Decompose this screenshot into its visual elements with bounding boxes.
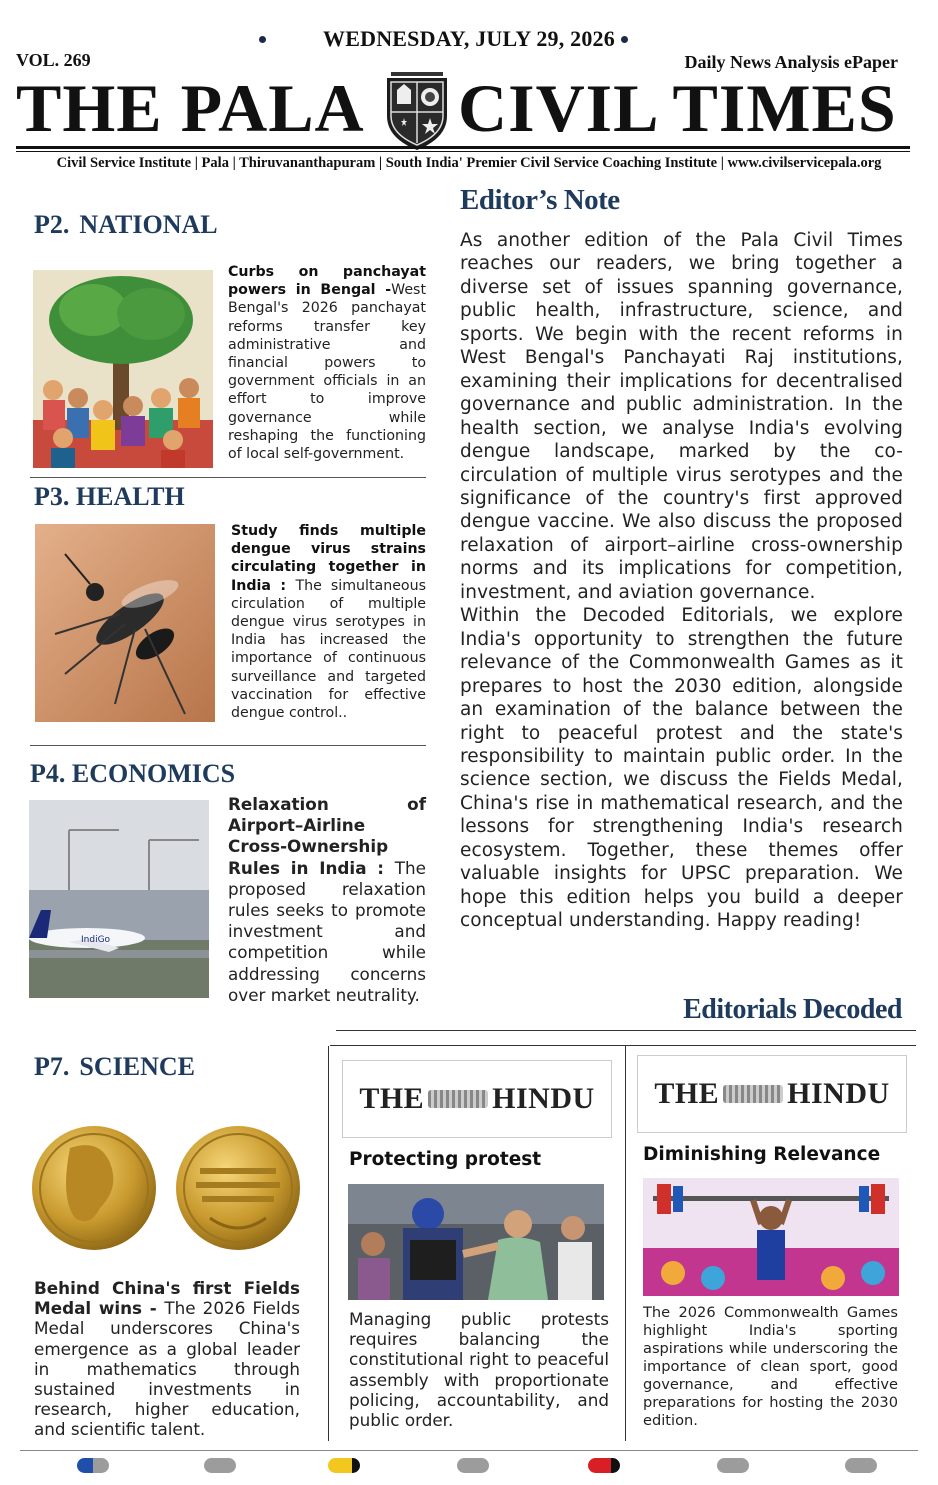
masthead-dot-right bbox=[621, 36, 628, 43]
science-summary: The 2026 Fields Medal underscores China's emergence as a global leader in mathematics through sustained investments in research, higher education, and scientific talent. bbox=[34, 1298, 301, 1440]
hindu-emblem-icon bbox=[428, 1090, 488, 1108]
edition-label: Daily News Analysis ePaper bbox=[684, 52, 898, 72]
hindu-emblem-icon bbox=[723, 1085, 783, 1103]
economics-article bbox=[228, 794, 426, 1006]
section-economics-heading: P4. ECONOMICS bbox=[30, 759, 236, 788]
section-national-heading bbox=[34, 210, 228, 240]
section-science-page: P7. bbox=[34, 1052, 70, 1081]
institute-tagline: Civil Service Institute | Pala | Thiruvananthapuram | South India' Premier Civil Service Coaching Institute | www.civilservicepala.org bbox=[56, 155, 882, 171]
volume-number: VOL. 269 bbox=[16, 50, 91, 70]
page-nav-dot-2[interactable] bbox=[204, 1458, 236, 1473]
institute-crest-logo bbox=[383, 68, 451, 152]
section-national-label: NATIONAL bbox=[79, 210, 218, 239]
mosquito-photo bbox=[35, 524, 215, 722]
health-summary: The simultaneous circulation of multiple dengue virus serotypes in India has increased the importance of continuous surveillance and targeted vaccination for effective dengue control.. bbox=[231, 577, 426, 722]
panchayat-illustration bbox=[33, 270, 213, 468]
hindu-logo-2-word-hindu: HINDU bbox=[787, 1077, 890, 1110]
issue-date: WEDNESDAY, JULY 29, 2026 bbox=[323, 26, 615, 51]
fields-medal-photo bbox=[30, 1108, 300, 1268]
section-science-label: SCIENCE bbox=[79, 1052, 195, 1081]
health-article bbox=[231, 522, 426, 722]
national-divider bbox=[30, 477, 426, 478]
editorial-1-summary: Managing public protests requires balancing the constitutional right to peaceful assembly with proportionate policing, accountability, and public order. bbox=[349, 1309, 609, 1431]
editorial-1-title[interactable]: Protecting protest bbox=[349, 1149, 542, 1170]
editorial-2-summary: The 2026 Commonwealth Games highlight India's sporting aspirations while underscoring the importance of clean sport, good governance, and effective preparations for hosting the 2030 edition. bbox=[643, 1304, 898, 1429]
masthead-rule bbox=[16, 146, 910, 149]
page-nav-dot-1[interactable] bbox=[77, 1458, 109, 1473]
national-separator: - bbox=[375, 282, 392, 299]
hindu-logo-2-word-the: THE bbox=[654, 1077, 720, 1110]
national-article bbox=[228, 263, 426, 463]
footer-rule bbox=[20, 1450, 918, 1451]
hindu-logo-1-word-the: THE bbox=[359, 1082, 425, 1115]
page-nav-dot-7[interactable] bbox=[845, 1458, 877, 1473]
editorials-decoded-title: Editorials Decoded bbox=[683, 994, 902, 1025]
editors-note-paragraph-1: As another edition of the Pala Civil Times reaches our readers, we bring together a diverse set of issues spanning governance, public health, infrastructure, science, and sports. We begin with the recent reforms in West Bengal's Panchayati Raj institutions, examining their implications for decentralised governance and public administration. In the health section, we analyse India's evolving dengue landscape, marked by the co-circulation of multiple virus serotypes and the significance of the country's first approved dengue vaccine. We also discuss the proposed relaxation of airport–airline cross-ownership norms and its implications for competition, investment, and aviation governance. bbox=[460, 230, 903, 603]
editorials-second-rule bbox=[330, 1045, 916, 1046]
national-headline[interactable]: Curbs on panchayat powers in Bengal bbox=[228, 264, 426, 299]
section-health-heading: P3. HEALTH bbox=[34, 482, 185, 511]
masthead-title-right: CIVIL TIMES bbox=[458, 70, 897, 146]
protest-photo bbox=[348, 1184, 604, 1300]
science-separator: - bbox=[142, 1298, 165, 1319]
economics-summary: The proposed relaxation rules seeks to promote investment and competition while addressing concerns over market neutrality. bbox=[228, 857, 426, 1005]
health-headline[interactable]: Study finds multiple dengue virus strains circulating together in India bbox=[231, 523, 426, 594]
editorial-2-title[interactable]: Diminishing Relevance bbox=[643, 1144, 881, 1165]
page-nav-dot-5[interactable] bbox=[588, 1458, 620, 1473]
section-national-page: P2. bbox=[34, 210, 70, 239]
editors-note-title: Editor’s Note bbox=[460, 184, 620, 216]
column-divider-left bbox=[328, 1046, 329, 1441]
health-divider bbox=[30, 745, 426, 746]
page-nav-dot-4[interactable] bbox=[457, 1458, 489, 1473]
page-nav-dot-6[interactable] bbox=[717, 1458, 749, 1473]
weightlifter-photo bbox=[643, 1178, 899, 1296]
economics-headline[interactable]: Relaxation of Airport–Airline Cross-Ownership Rules in India bbox=[228, 794, 426, 878]
health-separator: : bbox=[270, 577, 296, 594]
the-hindu-logo-2 bbox=[637, 1055, 907, 1133]
science-headline[interactable]: Behind China's first Fields Medal wins bbox=[34, 1278, 300, 1319]
the-hindu-logo-1 bbox=[342, 1060, 612, 1138]
masthead-title-left: THE PALA bbox=[16, 70, 365, 146]
editors-note-paragraph-2: Within the Decoded Editorials, we explore India's opportunity to strengthen the future relevance of the Commonwealth Games as it prepares to host the 2030 edition, alongside an examination of the balance between the right to peaceful protest and the state's responsibility to maintain public order. In the science section, we discuss the Fields Medal, China's rise in mathematical research, and the lessons for strengthening India's research ecosystem. Together, these themes offer valuable insights for UPSC preparation. We hope this edition helps you build a deeper conceptual understanding. Happy reading! bbox=[460, 605, 903, 932]
airline-livery: IndiGo bbox=[81, 935, 111, 945]
hindu-logo-1-word-hindu: HINDU bbox=[492, 1082, 595, 1115]
column-divider-right bbox=[625, 1046, 626, 1441]
masthead-rule-thin bbox=[16, 151, 910, 152]
economics-separator: : bbox=[366, 857, 395, 878]
editors-note-body bbox=[460, 229, 903, 933]
editorials-top-rule bbox=[336, 1030, 916, 1031]
science-article bbox=[34, 1278, 300, 1440]
page-nav-dot-3[interactable] bbox=[328, 1458, 360, 1473]
airport-photo bbox=[29, 800, 209, 998]
national-summary: West Bengal's 2026 panchayat reforms transfer key administrative and financial powers to government officials in an effort to improve governance while reshaping the functioning of local self-government. bbox=[228, 282, 427, 463]
section-science-heading bbox=[34, 1052, 205, 1082]
